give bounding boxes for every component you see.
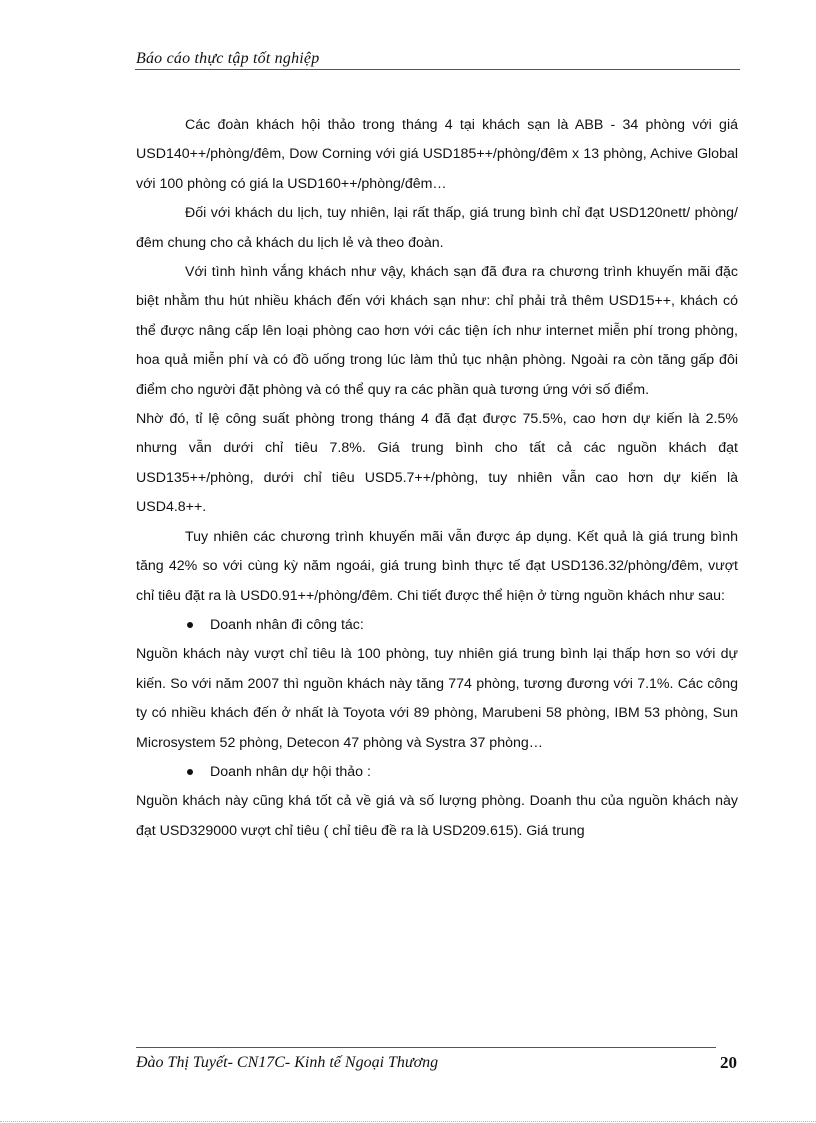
bullet-dot-icon xyxy=(187,622,193,628)
paragraph: Nhờ đó, tỉ lệ công suất phòng trong tháng 4 đã đạt được 75.5%, cao hơn dự kiến là 2.5% nhưng vẫn dưới chỉ tiêu 7.8%. Giá trung bình cho tất cả các nguồn khách đạt USD135++/phòng, dưới chỉ tiêu USD5.7++/phòng, tuy nhiên vẫn cao hơn dự kiến là USD4.8++. xyxy=(136,411,738,516)
paragraph: Nguồn khách này cũng khá tốt cả về giá và số lượng phòng. Doanh thu của nguồn khách này đạt USD329000 vượt chỉ tiêu ( chỉ tiêu đề ra là USD209.615). Giá trung xyxy=(136,793,738,839)
paragraph: Với tình hình vắng khách như vậy, khách sạn đã đưa ra chương trình khuyến mãi đặc biệt nhằm thu hút nhiều khách đến với khách sạn như: chỉ phải trả thêm USD15++, khách có thể được nâng cấp lên loại phòng cao hơn với các tiện ích như internet miễn phí trong phòng, hoa quả miễn phí và có đồ uống trong lúc làm thủ tục nhận phòng. Ngoài ra còn tăng gấp đôi điểm cho người đặt phòng và có thể quy ra các phần quà tương ứng với số điểm. xyxy=(136,264,738,398)
footer-author: Đào Thị Tuyết- CN17C- Kinh tế Ngoại Thương xyxy=(136,1054,439,1071)
bullet-item xyxy=(136,611,738,640)
page-header-title: Báo cáo thực tập tốt nghiệp xyxy=(136,50,320,67)
bullet-label: Doanh nhân đi công tác: xyxy=(210,616,364,633)
bullet-dot-icon xyxy=(187,769,193,775)
footer-divider xyxy=(136,1047,716,1048)
page-bottom-border xyxy=(0,1121,816,1122)
paragraph: Nguồn khách này vượt chỉ tiêu là 100 phòng, tuy nhiên giá trung bình lại thấp hơn so với dự kiến. So với năm 2007 thì nguồn khách này tăng 774 phòng, tương đương với 7.1%. Các công ty có nhiều khách đến ở nhất là Toyota với 89 phòng, Marubeni 58 phòng, IBM 53 phòng, Sun Microsystem 52 phòng, Detecon 47 phòng và Systra 37 phòng… xyxy=(136,646,738,751)
header-divider xyxy=(135,69,740,70)
document-body xyxy=(136,111,738,846)
bullet-label: Doanh nhân dự hội thảo : xyxy=(210,763,371,780)
paragraph: Tuy nhiên các chương trình khuyến mãi vẫn được áp dụng. Kết quả là giá trung bình tăng 42% so với cùng kỳ năm ngoái, giá trung bình thực tế đạt USD136.32/phòng/đêm, vượt chỉ tiêu đặt ra là USD0.91++/phòng/đêm. Chi tiết được thể hiện ở từng nguồn khách như sau: xyxy=(136,528,738,604)
paragraph: Đối với khách du lịch, tuy nhiên, lại rất thấp, giá trung bình chỉ đạt USD120nett/ phòng/đêm chung cho cả khách du lịch lẻ và theo đoàn. xyxy=(136,205,738,251)
bullet-item xyxy=(136,758,738,787)
page-number: 20 xyxy=(720,1053,737,1072)
paragraph: Các đoàn khách hội thảo trong tháng 4 tại khách sạn là ABB - 34 phòng với giá USD140++/phòng/đêm, Dow Corning với giá USD185++/phòng/đêm x 13 phòng, Achive Global với 100 phòng có giá la USD160++/phòng/đêm… xyxy=(136,117,738,192)
